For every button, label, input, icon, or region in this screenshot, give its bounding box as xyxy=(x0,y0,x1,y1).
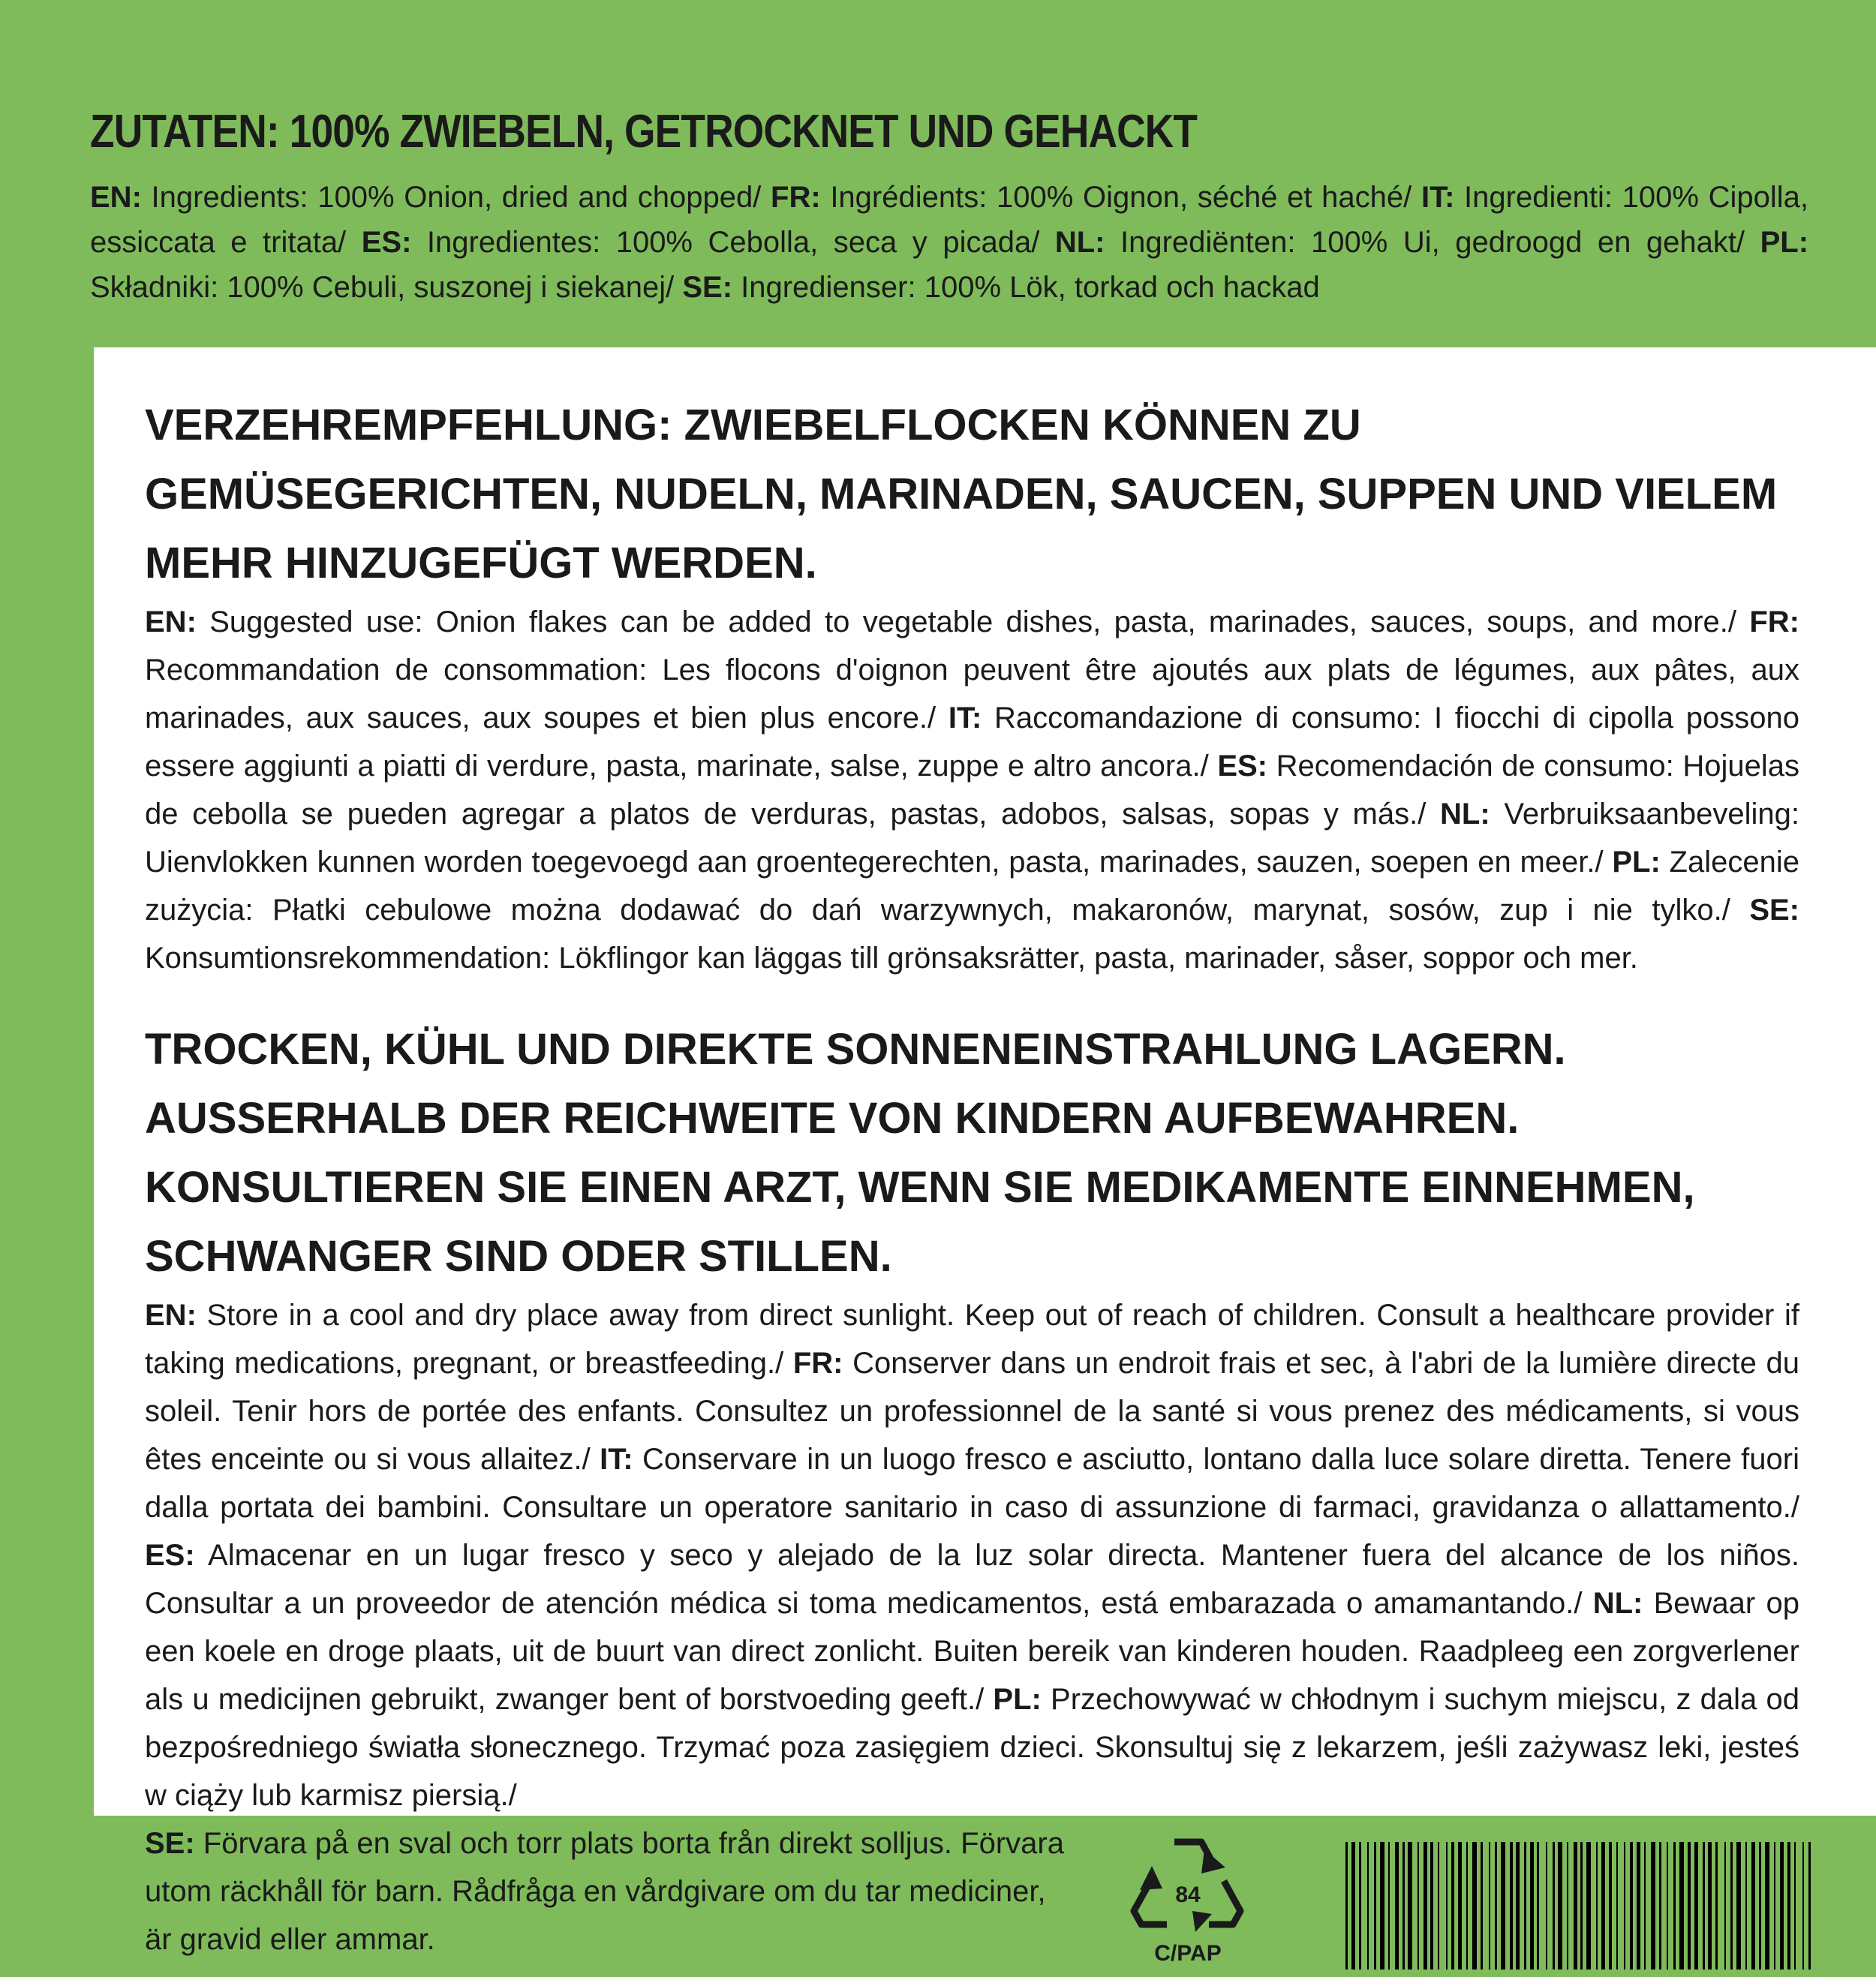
barcode-bar xyxy=(1546,1842,1547,1969)
barcode-bar xyxy=(1351,1842,1355,1969)
barcode-bar xyxy=(1667,1842,1668,1969)
lang-code: IT: xyxy=(600,1443,633,1476)
barcode-bar xyxy=(1745,1842,1747,1969)
barcode-bar xyxy=(1495,1842,1497,1969)
translation-text: Przechowywać w chłodnym i suchym miejscu, z dala od bezpośredniego światła słonecznego. Trzymać poza zasięgiem dzieci. Skonsultuj się z lekarzem, jeśli zażywasz leki, jesteś w ciąży lub karmisz piersią./ xyxy=(145,1683,1799,1812)
barcode-bar xyxy=(1736,1842,1741,1969)
lang-code: FR: xyxy=(1749,605,1799,638)
translation-text: Almacenar en un lugar fresco y seco y alejado de la luz solar directa. Mantener fuera del alcance de los niños. Consultar a un proveedor de atención médica si toma medicamentos, está embarazada o amamantando./ xyxy=(145,1539,1799,1620)
barcode-bar xyxy=(1446,1842,1448,1969)
lang-code: FR: xyxy=(792,1347,843,1380)
barcode-bar xyxy=(1694,1842,1698,1969)
barcode-bar xyxy=(1715,1842,1718,1969)
barcode-bar xyxy=(1765,1842,1769,1969)
lang-code: ES: xyxy=(1217,750,1267,783)
translation-text: Zalecenie zużycia: Płatki cebulowe można dodawać do dań warzywnych, makaronów, marynat, sosów, zup i nie tylko./ xyxy=(145,846,1799,927)
storage-bottom-row xyxy=(145,1819,1799,1969)
lang-code: NL: xyxy=(1440,798,1490,831)
barcode-bar xyxy=(1616,1842,1618,1969)
barcode-bar xyxy=(1574,1842,1577,1969)
translation-text: Ingredientes: 100% Cebolla, seca y picada/ xyxy=(411,226,1055,260)
barcode-bar xyxy=(1424,1842,1427,1969)
barcode-bar xyxy=(1408,1842,1412,1969)
barcode-bar xyxy=(1580,1842,1583,1969)
lang-code: EN: xyxy=(90,181,142,215)
barcode-bar xyxy=(1395,1842,1399,1969)
recycling-label: C/PAP xyxy=(1154,1941,1222,1966)
barcode-bar xyxy=(1708,1842,1712,1969)
barcode-bar xyxy=(1630,1842,1633,1969)
barcode-bar xyxy=(1472,1842,1477,1969)
translation-text: Ingredients: 100% Onion, dried and chopped/ xyxy=(141,181,771,215)
lang-code: PL: xyxy=(1760,226,1809,260)
barcode-bar xyxy=(1489,1842,1490,1969)
translation-text: Ingrediënten: 100% Ui, gedroogd en gehakt/ xyxy=(1105,226,1760,260)
storage-se-text: SE: Förvara på en sval och torr plats borta från direkt solljus. Förvara utom räckhåll för barn. Rådfråga en vårdgivare om du tar mediciner, är gravid eller ammar. xyxy=(145,1827,1064,1956)
translation-text: Recommandation de consommation: Les flocons d'oignon peuvent être ajoutés aux plats de légumes, aux pâtes, aux marinades, aux sauces, aux soupes et bien plus encore./ xyxy=(145,653,1799,735)
barcode-bar xyxy=(1730,1842,1733,1969)
barcode-bar xyxy=(1637,1842,1640,1969)
barcode-bar xyxy=(1759,1842,1761,1969)
lang-code: NL: xyxy=(1054,226,1105,260)
barcode-bar xyxy=(1688,1842,1691,1969)
barcode-bar xyxy=(1679,1842,1684,1969)
storage-translations xyxy=(145,1291,1799,1819)
barcode-bar xyxy=(1359,1842,1361,1969)
barcode-bar xyxy=(1624,1842,1625,1969)
barcode-bar xyxy=(1537,1842,1539,1969)
lang-code: IT: xyxy=(1421,181,1455,215)
barcode-bar xyxy=(1609,1842,1612,1969)
translation-text: Suggested use: Onion flakes can be added to vegetable dishes, pasta, marinades, sauces, soups, and more./ xyxy=(196,605,1750,638)
barcode-bar xyxy=(1673,1842,1676,1969)
lang-code: SE: xyxy=(682,271,733,305)
translation-text: Recomendación de consumo: Hojuelas de cebolla se pueden agregar a platos de verduras, pastas, adobos, salsas, sopas y más./ xyxy=(145,750,1800,831)
barcode-bar xyxy=(1451,1842,1454,1969)
barcode-bar xyxy=(1703,1842,1705,1969)
lang-code: ES: xyxy=(145,1539,195,1572)
barcode-bar xyxy=(1345,1842,1348,1969)
barcode-bar xyxy=(1601,1842,1605,1969)
translation-text: Konsumtionsrekommendation: Lökflingor kan läggas till grönsaksrätter, pasta, marinader, såser, soppor och mer. xyxy=(145,942,1638,975)
barcode-bar xyxy=(1438,1842,1439,1969)
translation-text: Verbruiksaanbeveling: Uienvlokken kunnen worden toegevoegd aan groentegerechten, pasta, marinades, sauzen, soepen en meer./ xyxy=(145,798,1799,879)
barcode-bar xyxy=(1380,1842,1384,1969)
barcode-bar xyxy=(1651,1842,1655,1969)
barcode-bar xyxy=(1802,1842,1804,1969)
barcode-bar xyxy=(1430,1842,1433,1969)
translation-text: Składniki: 100% Cebuli, suszonej i siekanej/ xyxy=(90,271,683,305)
barcode-bar xyxy=(1367,1842,1369,1969)
barcode-bar xyxy=(1586,1842,1591,1969)
barcode-bar xyxy=(1388,1842,1390,1969)
lang-code: ES: xyxy=(361,226,412,260)
barcode-bar xyxy=(1558,1842,1562,1969)
translation-text: Ingredienser: 100% Lök, torkad och hackad xyxy=(732,271,1320,305)
recycling-code: 84 xyxy=(1175,1882,1201,1907)
lang-code: EN: xyxy=(145,605,197,638)
barcode-bar xyxy=(1659,1842,1661,1969)
barcode-bar xyxy=(1596,1842,1598,1969)
barcode-bar xyxy=(1481,1842,1483,1969)
translation-text: Ingredienti: 100% Cipolla, essiccata e tritata/ xyxy=(90,181,1809,260)
barcode-bar xyxy=(1510,1842,1513,1969)
barcode-bar xyxy=(1374,1842,1376,1969)
barcode-bar xyxy=(1458,1842,1462,1969)
barcode-bar xyxy=(1418,1842,1419,1969)
storage-title: TROCKEN, KÜHL UND DIREKTE SONNENEINSTRAHLUNG LAGERN. AUSSERHALB DER REICHWEITE VON KINDERN AUFBEWAHREN. KONSULTIEREN SIE EINEN ARZT, WENN SIE MEDIKAMENTE EINNEHMEN, SCHWANGER SIND ODER STILLEN. xyxy=(145,1025,1695,1281)
barcode-bar xyxy=(1724,1842,1726,1969)
barcode-bar xyxy=(1402,1842,1405,1969)
barcode-bar xyxy=(1794,1842,1796,1969)
barcode-bar xyxy=(1780,1842,1784,1969)
translation-text: Raccomandazione di consumo: I fiocchi di cipolla possono essere aggiunti a piatti di verdure, pasta, marinate, salse, zuppe e altro ancora./ xyxy=(145,702,1799,783)
barcode-bar xyxy=(1751,1842,1755,1969)
lang-code: EN: xyxy=(145,1299,197,1332)
barcode-bar xyxy=(1524,1842,1526,1969)
barcode-icon xyxy=(1345,1842,1811,1969)
translation-text: Ingrédients: 100% Oignon, séché et haché/ xyxy=(820,181,1421,215)
barcode-bar xyxy=(1808,1842,1811,1969)
translation-text: Conserver dans un endroit frais et sec, à l'abri de la lumière directe du soleil. Tenir hors de portée des enfants. Consultez un professionnel de la santé si vous prenez des médicaments, si vous êtes enceinte ou si vous allaitez./ xyxy=(145,1347,1799,1476)
barcode-bar xyxy=(1530,1842,1534,1969)
ingredients-section xyxy=(90,105,1808,310)
barcode-bar xyxy=(1644,1842,1646,1969)
translation-text: Store in a cool and dry place away from direct sunlight. Keep out of reach of children. Consult a healthcare provider if taking medications, pregnant, or breastfeeding./ xyxy=(145,1299,1799,1380)
lang-code: SE: xyxy=(1749,894,1799,927)
usage-title: VERZEHREMPFEHLUNG: ZWIEBELFLOCKEN KÖNNEN ZU GEMÜSEGERICHTEN, NUDELN, MARINADEN, SAUCEN, SUPPEN UND VIELEM MEHR HINZUGEFÜGT WERDEN. xyxy=(145,401,1778,587)
lang-code: NL: xyxy=(1592,1587,1643,1620)
recycling-triangle-icon xyxy=(1120,1827,1255,1977)
ingredients-translations xyxy=(90,175,1808,310)
barcode-bar xyxy=(1567,1842,1568,1969)
barcode-bar xyxy=(1787,1842,1790,1969)
ingredients-title: ZUTATEN: 100% ZWIEBELN, GETROCKNET UND GEHACKT xyxy=(90,106,1198,158)
translation-text: Conservare in un luogo fresco e asciutto, lontano dalla luce solare diretta. Tenere fuori dalla portata dei bambini. Consultare un operatore sanitario in caso di assunzione di farmaci, gravidanza o allattamento./ xyxy=(145,1443,1799,1524)
lang-code: PL: xyxy=(993,1683,1042,1716)
barcode-bar xyxy=(1553,1842,1555,1969)
barcode-bar xyxy=(1774,1842,1775,1969)
usage-translations xyxy=(145,598,1799,982)
lang-code: IT: xyxy=(948,702,982,735)
barcode-bar xyxy=(1466,1842,1468,1969)
barcode-bar xyxy=(1501,1842,1505,1969)
info-card xyxy=(94,347,1876,1966)
barcode-bar xyxy=(1516,1842,1520,1969)
lang-code: FR: xyxy=(771,181,821,215)
lang-code: PL: xyxy=(1612,846,1661,879)
translation-text: Bewaar op een koele en droge plaats, uit de buurt van direct zonlicht. Buiten bereik van kinderen houden. Raadpleeg een zorgverlener als u medicijnen gebruikt, zwanger bent of borstvoeding geeft./ xyxy=(145,1587,1799,1716)
